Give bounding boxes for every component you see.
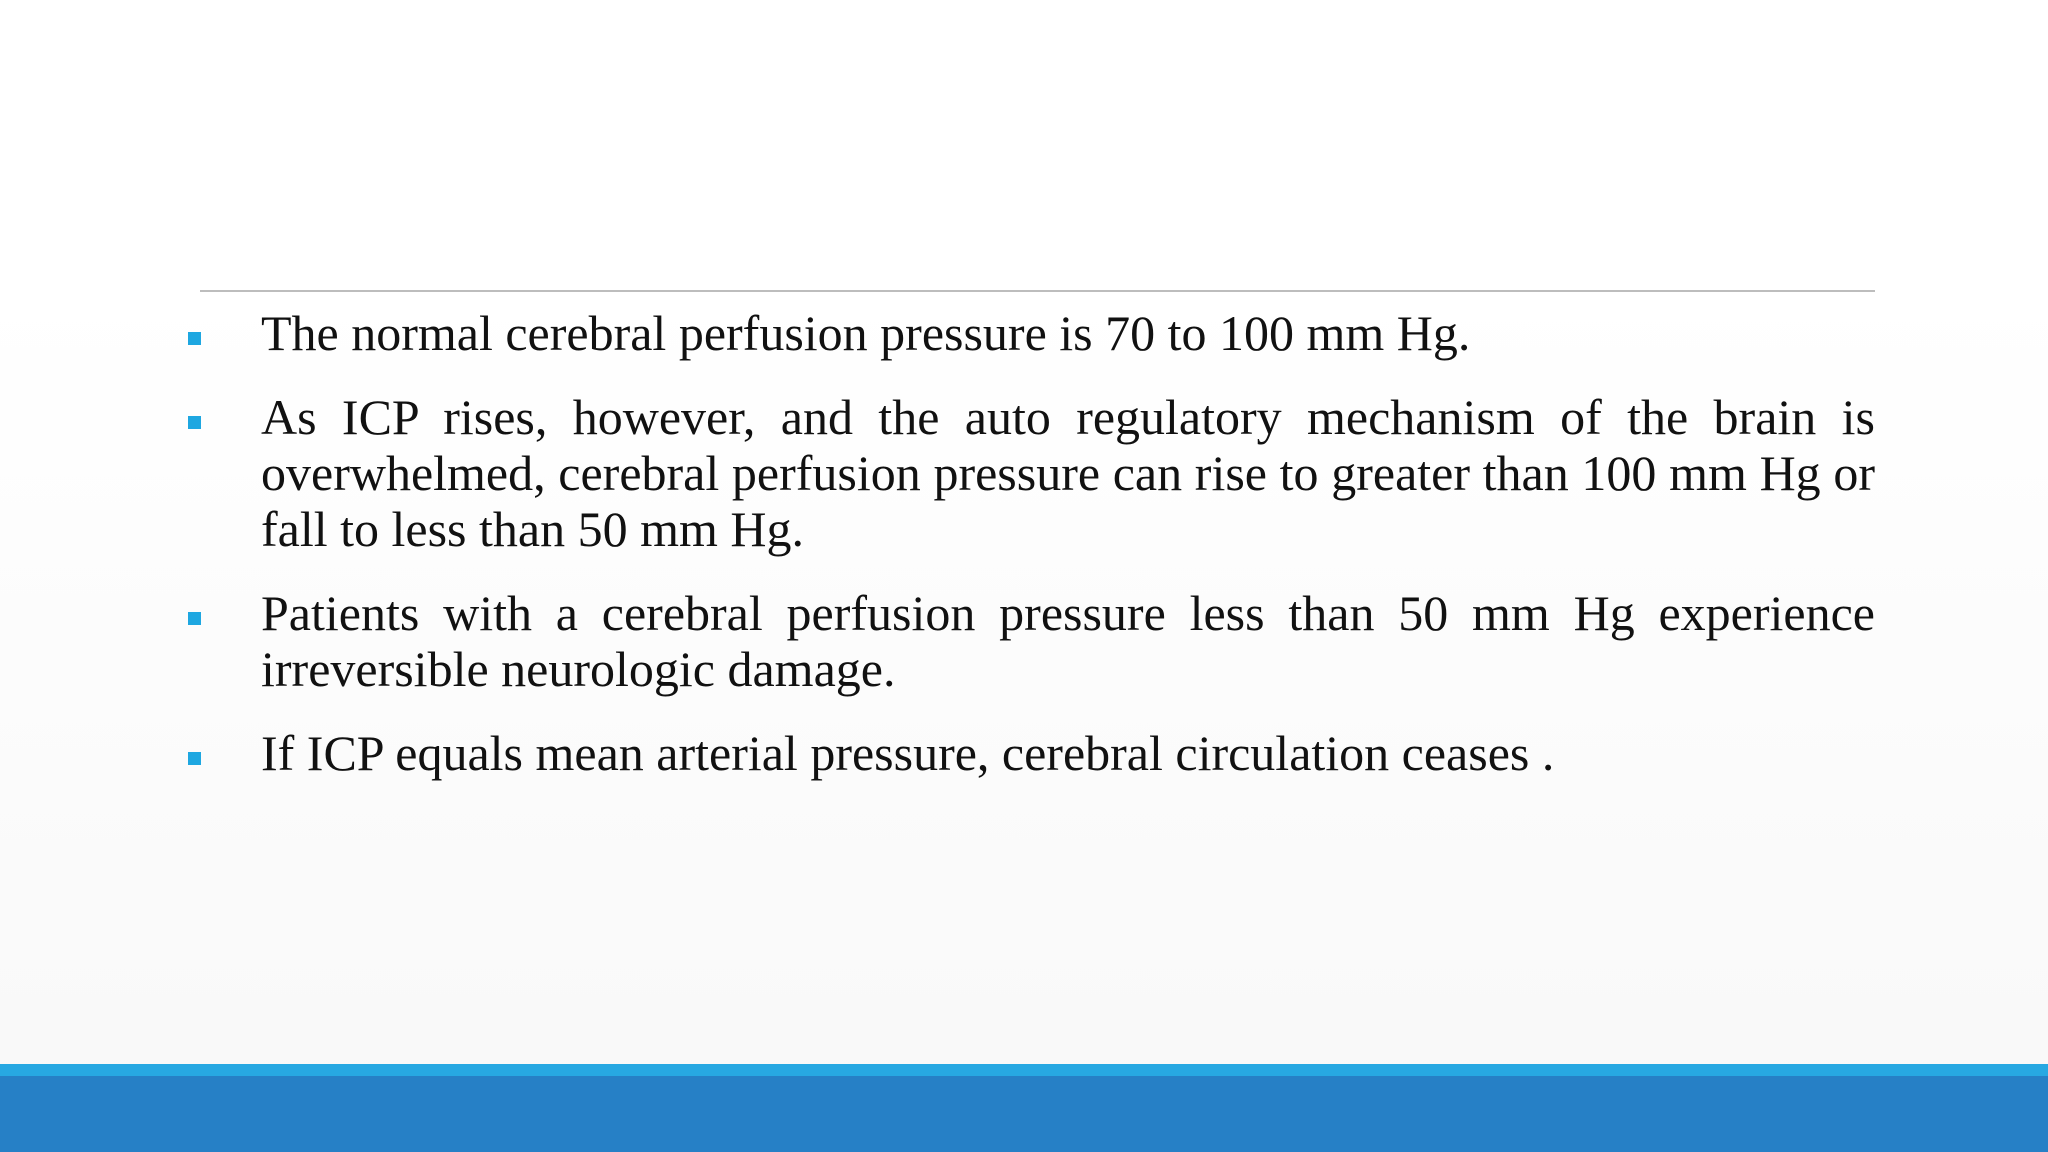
square-bullet-icon	[188, 612, 201, 625]
bullet-text: Patients with a cerebral perfusion pressure less than 50 mm Hg experience irreversible neurologic damage.	[261, 585, 1875, 697]
bullet-item	[185, 305, 1875, 361]
bullet-item	[185, 585, 1875, 697]
bullet-list	[185, 305, 1875, 809]
square-bullet-icon	[188, 752, 201, 765]
bullet-item	[185, 725, 1875, 781]
title-divider	[200, 290, 1875, 292]
footer-accent-stripe	[0, 1064, 2048, 1076]
square-bullet-icon	[188, 332, 201, 345]
bullet-text: As ICP rises, however, and the auto regulatory mechanism of the brain is overwhelmed, cerebral perfusion pressure can rise to greater than 100 mm Hg or fall to less than 50 mm Hg.	[261, 389, 1875, 557]
bullet-item	[185, 389, 1875, 557]
bullet-text: The normal cerebral perfusion pressure is 70 to 100 mm Hg.	[261, 305, 1471, 361]
bullet-text: If ICP equals mean arterial pressure, cerebral circulation ceases .	[261, 725, 1555, 781]
square-bullet-icon	[188, 416, 201, 429]
footer-bar	[0, 1076, 2048, 1152]
